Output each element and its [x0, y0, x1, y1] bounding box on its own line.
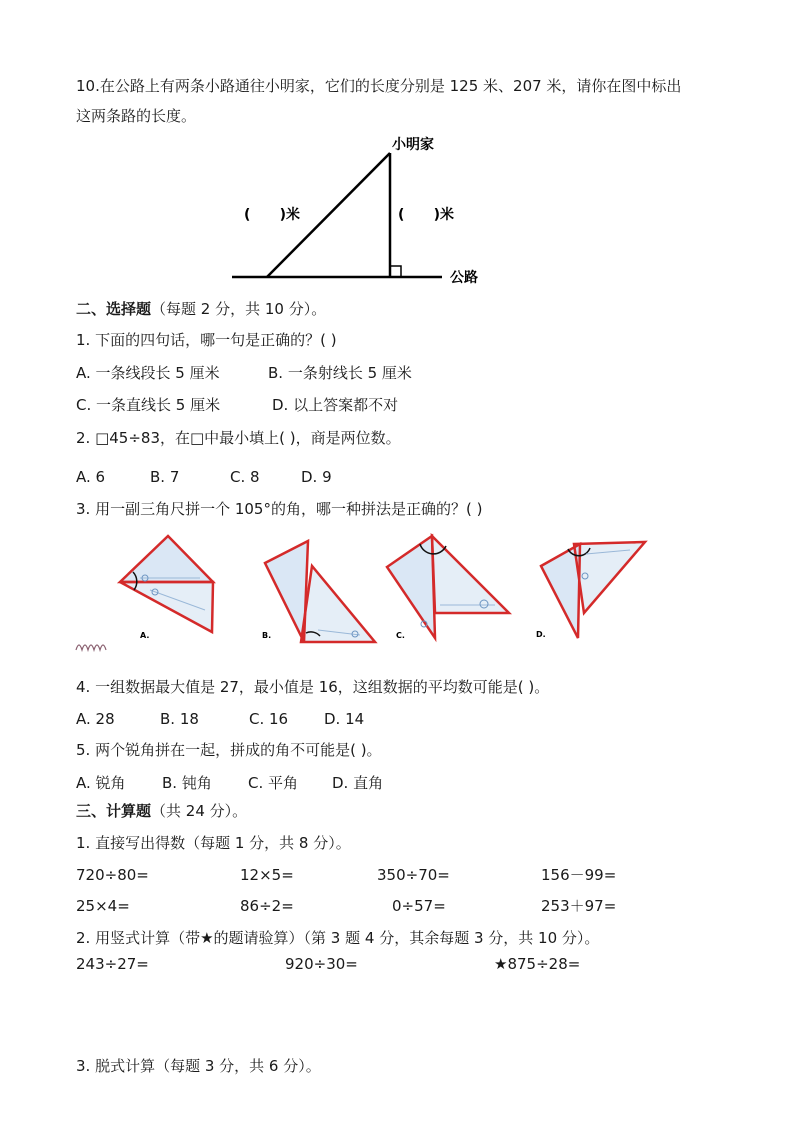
- choice-q4-option-c: C. 16: [249, 710, 289, 728]
- calc-expression: 350÷70=: [377, 866, 450, 884]
- figure-label-a: A.: [140, 631, 150, 640]
- choice-q4-option-a: A. 28: [76, 710, 115, 728]
- choice-q2-stem: 2. □45÷83，在□中最小填上( )，商是两位数。: [76, 429, 401, 447]
- section3-heading: [76, 801, 247, 821]
- choice-q2-option-a: A. 6: [76, 468, 106, 486]
- home-label: 小明家: [392, 137, 434, 153]
- road-label: 公路: [450, 270, 478, 286]
- calc-expression: 25×4=: [76, 897, 130, 915]
- choice-q2-option-b: B. 7: [150, 468, 180, 486]
- right-angle-mark: [390, 266, 401, 277]
- road-diagram: [0, 0, 794, 300]
- section2-title: 二、选择题: [76, 300, 152, 318]
- choice-q5-option-b: B. 钝角: [162, 774, 212, 792]
- vertical-calc-item: ★875÷28=: [494, 955, 581, 973]
- choice-q5-stem: 5. 两个锐角拼在一起，拼成的角不可能是( )。: [76, 741, 382, 759]
- choice-q1-option-a: A. 一条线段长 5 厘米: [76, 364, 220, 382]
- choice-q4-stem: 4. 一组数据最大值是 27，最小值是 16，这组数据的平均数可能是( )。: [76, 678, 550, 696]
- vertical-calc-item: 920÷30=: [285, 955, 358, 973]
- choice-q5-option-d: D. 直角: [332, 774, 384, 792]
- left-blank-label: ( )米: [244, 207, 301, 223]
- choice-q4-option-d: D. 14: [324, 710, 365, 728]
- figure-b: [265, 541, 375, 642]
- figure-c: [387, 536, 509, 638]
- calc-expression: 720÷80=: [76, 866, 149, 884]
- section2-heading: [76, 299, 326, 319]
- choice-q1-option-b: B. 一条射线长 5 厘米: [268, 364, 412, 382]
- section3-note: （共 24 分）。: [151, 802, 248, 820]
- choice-q1-stem: 1. 下面的四句话，哪一句是正确的？( ): [76, 331, 337, 349]
- figure-a: [120, 536, 213, 632]
- calc-expression: 12×5=: [240, 866, 294, 884]
- triangle-ruler-figures: [0, 520, 794, 655]
- ink-scribble-icon: [76, 645, 106, 650]
- figure-d: [541, 542, 645, 638]
- choice-q1-option-c: C. 一条直线长 5 厘米: [76, 396, 221, 414]
- section2-note: （每题 2 分，共 10 分）。: [151, 300, 327, 318]
- calc-expression: 156－99=: [541, 866, 617, 884]
- choice-q5-option-a: A. 锐角: [76, 774, 126, 792]
- choice-q5-option-c: C. 平角: [248, 774, 299, 792]
- calc-part1-stem: 1. 直接写出得数（每题 1 分，共 8 分）。: [76, 834, 351, 852]
- q10-text-line1: 10.在公路上有两条小路通往小明家，它们的长度分别是 125 米、207 米，请你在图中标出: [76, 77, 682, 95]
- choice-q1-option-d: D. 以上答案都不对: [272, 396, 399, 414]
- figure-label-c: C.: [396, 631, 405, 640]
- vertical-calc-item: 243÷27=: [76, 955, 149, 973]
- choice-q2-option-d: D. 9: [301, 468, 332, 486]
- figure-label-b: B.: [262, 631, 272, 640]
- calc-part2-stem: 2. 用竖式计算（带★的题请验算）（第 3 题 4 分，其余每题 3 分，共 10 分）。: [76, 929, 600, 947]
- calc-expression: 0÷57=: [392, 897, 446, 915]
- calc-part3-stem: 3. 脱式计算（每题 3 分，共 6 分）。: [76, 1057, 321, 1075]
- figure-label-d: D.: [536, 630, 546, 639]
- choice-q4-option-b: B. 18: [160, 710, 199, 728]
- q10-text-line2: 这两条路的长度。: [76, 107, 197, 125]
- calc-expression: 86÷2=: [240, 897, 294, 915]
- choice-q2-option-c: C. 8: [230, 468, 260, 486]
- right-blank-label: ( )米: [398, 207, 455, 223]
- choice-q3-stem: 3. 用一副三角尺拼一个 105°的角，哪一种拼法是正确的？( ): [76, 500, 483, 518]
- calc-expression: 253＋97=: [541, 897, 617, 915]
- section3-title: 三、计算题: [76, 802, 152, 820]
